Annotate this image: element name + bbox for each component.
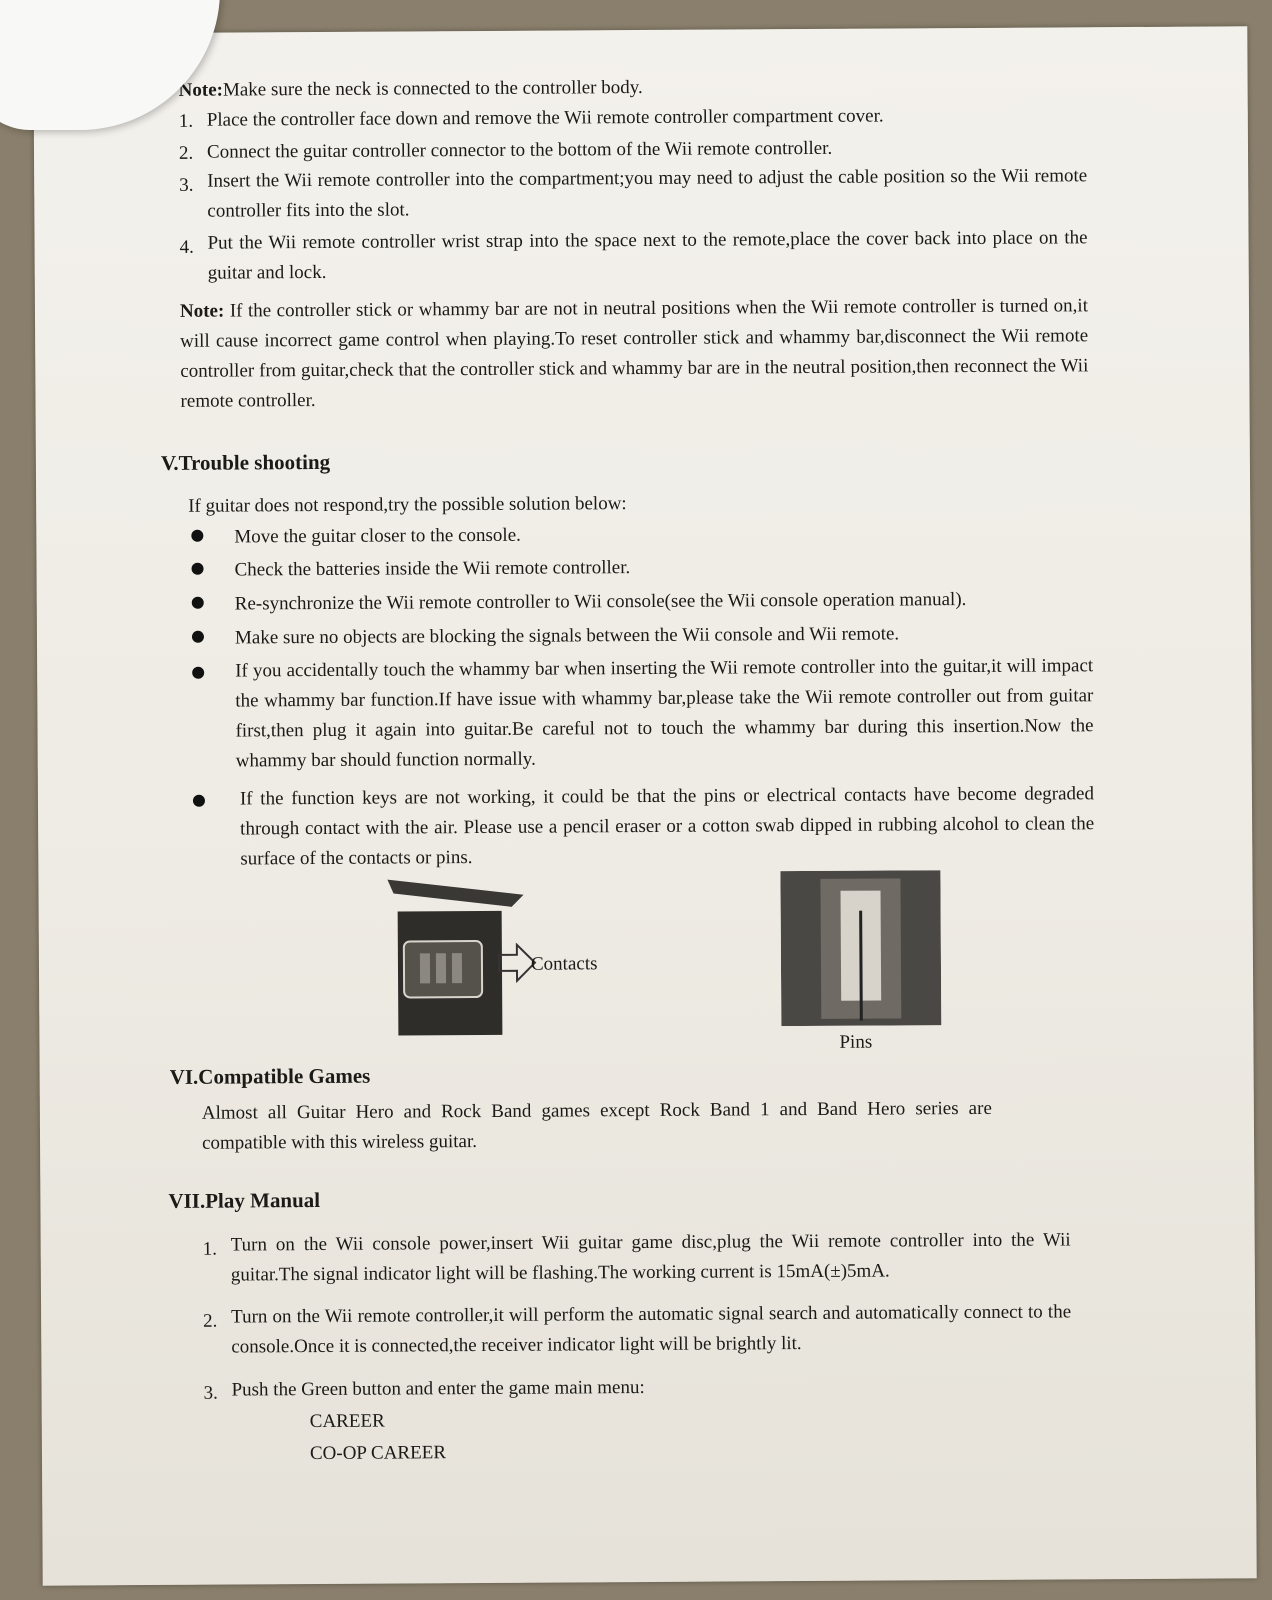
trouble-bullet-2: Check the batteries inside the Wii remote controller. <box>234 557 631 581</box>
compartment-lid <box>387 879 523 908</box>
compatible-games-text: Almost all Guitar Hero and Rock Band games except Rock Band 1 and Band Hero series are compatible with this wireless guitar. <box>201 1097 992 1154</box>
note-neutral-text: If the controller stick or whammy bar are not in neutral positions when the Wii remote controller is turned on,it will cause incorrect game control when playing.To reset controller stick and whammy bar,disconnect the Wii remote controller from guitar,check that the controller stick and whammy bar are in the neutral position,then reconnect the Wii remote controller. <box>180 295 1089 412</box>
note-top-text: Make sure the neck is connected to the controller body. <box>222 77 643 101</box>
trouble-bullet-1: Move the guitar closer to the console. <box>234 524 521 548</box>
connector-pin <box>420 953 430 983</box>
trouble-bullet-5: If you accidentally touch the whammy bar when inserting the Wii remote controller into the guitar,it will impact the whammy bar function.If have issue with whammy bar,please take the Wii remote controller out from guitar first,then plug it again into guitar.Be careful not to touch the whammy bar during this insertion.Now the whammy bar should function normally. <box>235 655 1094 772</box>
section-trouble-shooting-heading: V.Trouble shooting <box>160 449 331 475</box>
trouble-bullet-3: Re-synchronize the Wii remote controller to Wii console(see the Wii console operation manual). <box>234 589 967 615</box>
play-step-1-number: 1. <box>202 1238 218 1260</box>
menu-item-co-op-career: CO-OP CAREER <box>309 1442 447 1465</box>
document-page <box>33 26 1256 1585</box>
step-1-text: Place the controller face down and remove the Wii remote controller compartment cover. <box>206 105 884 131</box>
play-step-2-text: Turn on the Wii remote controller,it will perform the automatic signal search and automatically connect to the console.Once it is connected,the receiver indicator light will be brightly lit. <box>231 1301 1072 1358</box>
bullet-dot <box>191 530 203 542</box>
trouble-bullet-4: Make sure no objects are blocking the signals between the Wii console and Wii remote. <box>234 623 900 649</box>
connector-pin <box>452 953 462 983</box>
section-play-manual-heading: VII.Play Manual <box>168 1187 321 1213</box>
menu-item-career: CAREER <box>309 1410 385 1433</box>
trouble-bullet-6: If the function keys are not working, it could be that the pins or electrical contacts have become degraded through contact with the air. Please use a pencil eraser or a cotton swab dipped in rubbing alcohol to clean the surface of the contacts or pins. <box>239 783 1095 870</box>
pins-label: Pins <box>839 1031 873 1053</box>
note-top-label: Note: <box>178 79 223 101</box>
section-compatible-games-heading: VI.Compatible Games <box>169 1063 371 1089</box>
note-neutral-label: Note: <box>179 300 225 322</box>
step-3-text: Insert the Wii remote controller into the compartment;you may need to adjust the cable position so the Wii remote controller fits into the slot. <box>207 165 1088 222</box>
step-2-text: Connect the guitar controller connector to the bottom of the Wii remote controller. <box>206 137 833 163</box>
step-2-number: 2. <box>178 142 194 164</box>
step-4-text: Put the Wii remote controller wrist strap into the space next to the remote,place the cover back into place on the guitar and lock. <box>207 227 1088 284</box>
connector-pin <box>436 953 446 983</box>
bullet-dot <box>192 563 204 575</box>
pins-photo <box>780 870 941 1026</box>
step-1-number: 1. <box>178 110 194 132</box>
step-4-number: 4. <box>179 236 194 258</box>
trouble-shooting-intro: If guitar does not respond,try the possible solution below: <box>188 493 627 517</box>
note-top <box>179 72 643 106</box>
play-step-1-text: Turn on the Wii console power,insert Wii guitar game disc,plug the Wii remote controller into the Wii guitar.The signal indicator light will be flashing.The working current is 15mA(±)5mA. <box>230 1229 1071 1286</box>
contacts-label: Contacts <box>530 953 598 975</box>
play-step-3-number: 3. <box>203 1382 218 1404</box>
bullet-dot <box>192 631 204 643</box>
bullet-dot <box>192 597 204 609</box>
bullet-dot <box>193 795 205 807</box>
note-neutral <box>180 291 1089 417</box>
play-step-3-text: Push the Green button and enter the game main menu: <box>231 1377 645 1401</box>
play-step-2-number: 2. <box>203 1310 218 1332</box>
bullet-dot <box>192 667 204 679</box>
pins-arrow <box>861 911 862 1021</box>
step-3-number: 3. <box>179 174 194 196</box>
